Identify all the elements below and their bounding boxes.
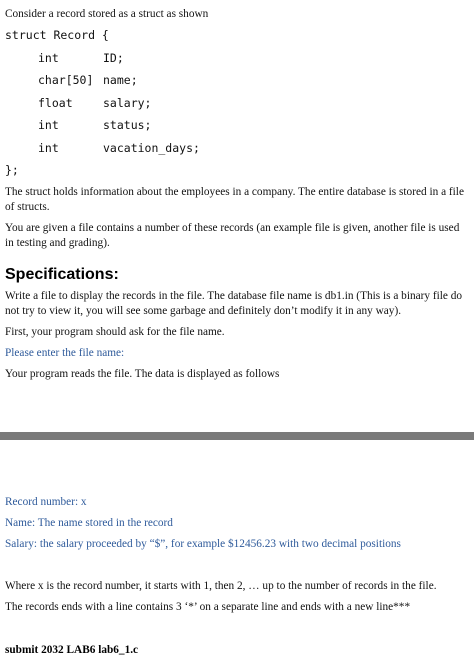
field-name-salary: salary; <box>103 96 152 110</box>
struct-info-paragraph: The struct holds information about the employees in a company. The entire database is stored in a file of structs. <box>5 186 464 213</box>
given-file-paragraph: You are given a file contains a number of these records (an example file is given, another file is used in testing and grading). <box>5 222 460 249</box>
salary-line: Salary: the salary proceeded by “$”, for example $12456.23 with two decimal positions <box>5 538 401 550</box>
field-type-status: int <box>38 118 59 132</box>
specifications-heading: Specifications: <box>5 266 119 283</box>
field-name-vacation: vacation_days; <box>103 141 200 155</box>
submit-command: submit 2032 LAB6 lab6_1.c <box>5 644 139 656</box>
records-end-paragraph: The records ends with a line contains 3 ‘*’ on a separate line and ends with a new line*** <box>5 601 411 613</box>
where-x-paragraph: Where x is the record number, it starts with 1, then 2, … up to the number of records in the file. <box>5 580 437 592</box>
field-type-name: char[50] <box>38 73 94 87</box>
field-name-name: name; <box>103 73 138 87</box>
ask-name-paragraph: First, your program should ask for the file name. <box>5 326 225 338</box>
reads-file-paragraph: Your program reads the file. The data is displayed as follows <box>5 368 280 380</box>
field-name-status: status; <box>103 118 152 132</box>
intro-text: Consider a record stored as a struct as shown <box>5 8 209 20</box>
struct-footer: }; <box>5 163 19 177</box>
field-type-vacation: int <box>38 141 59 155</box>
section-divider <box>0 432 474 440</box>
field-type-id: int <box>38 51 59 65</box>
name-line: Name: The name stored in the record <box>5 517 173 529</box>
field-type-salary: float <box>38 96 73 110</box>
record-number-line: Record number: x <box>5 496 87 508</box>
field-name-id: ID; <box>103 51 124 65</box>
prompt-example: Please enter the file name: <box>5 347 125 359</box>
struct-header: struct Record { <box>5 28 109 42</box>
write-file-paragraph: Write a file to display the records in the file. The database file name is db1.in (This is a binary file do not try to view it, you will see some garbage and definitely don’t modify it in any way). <box>5 290 463 317</box>
